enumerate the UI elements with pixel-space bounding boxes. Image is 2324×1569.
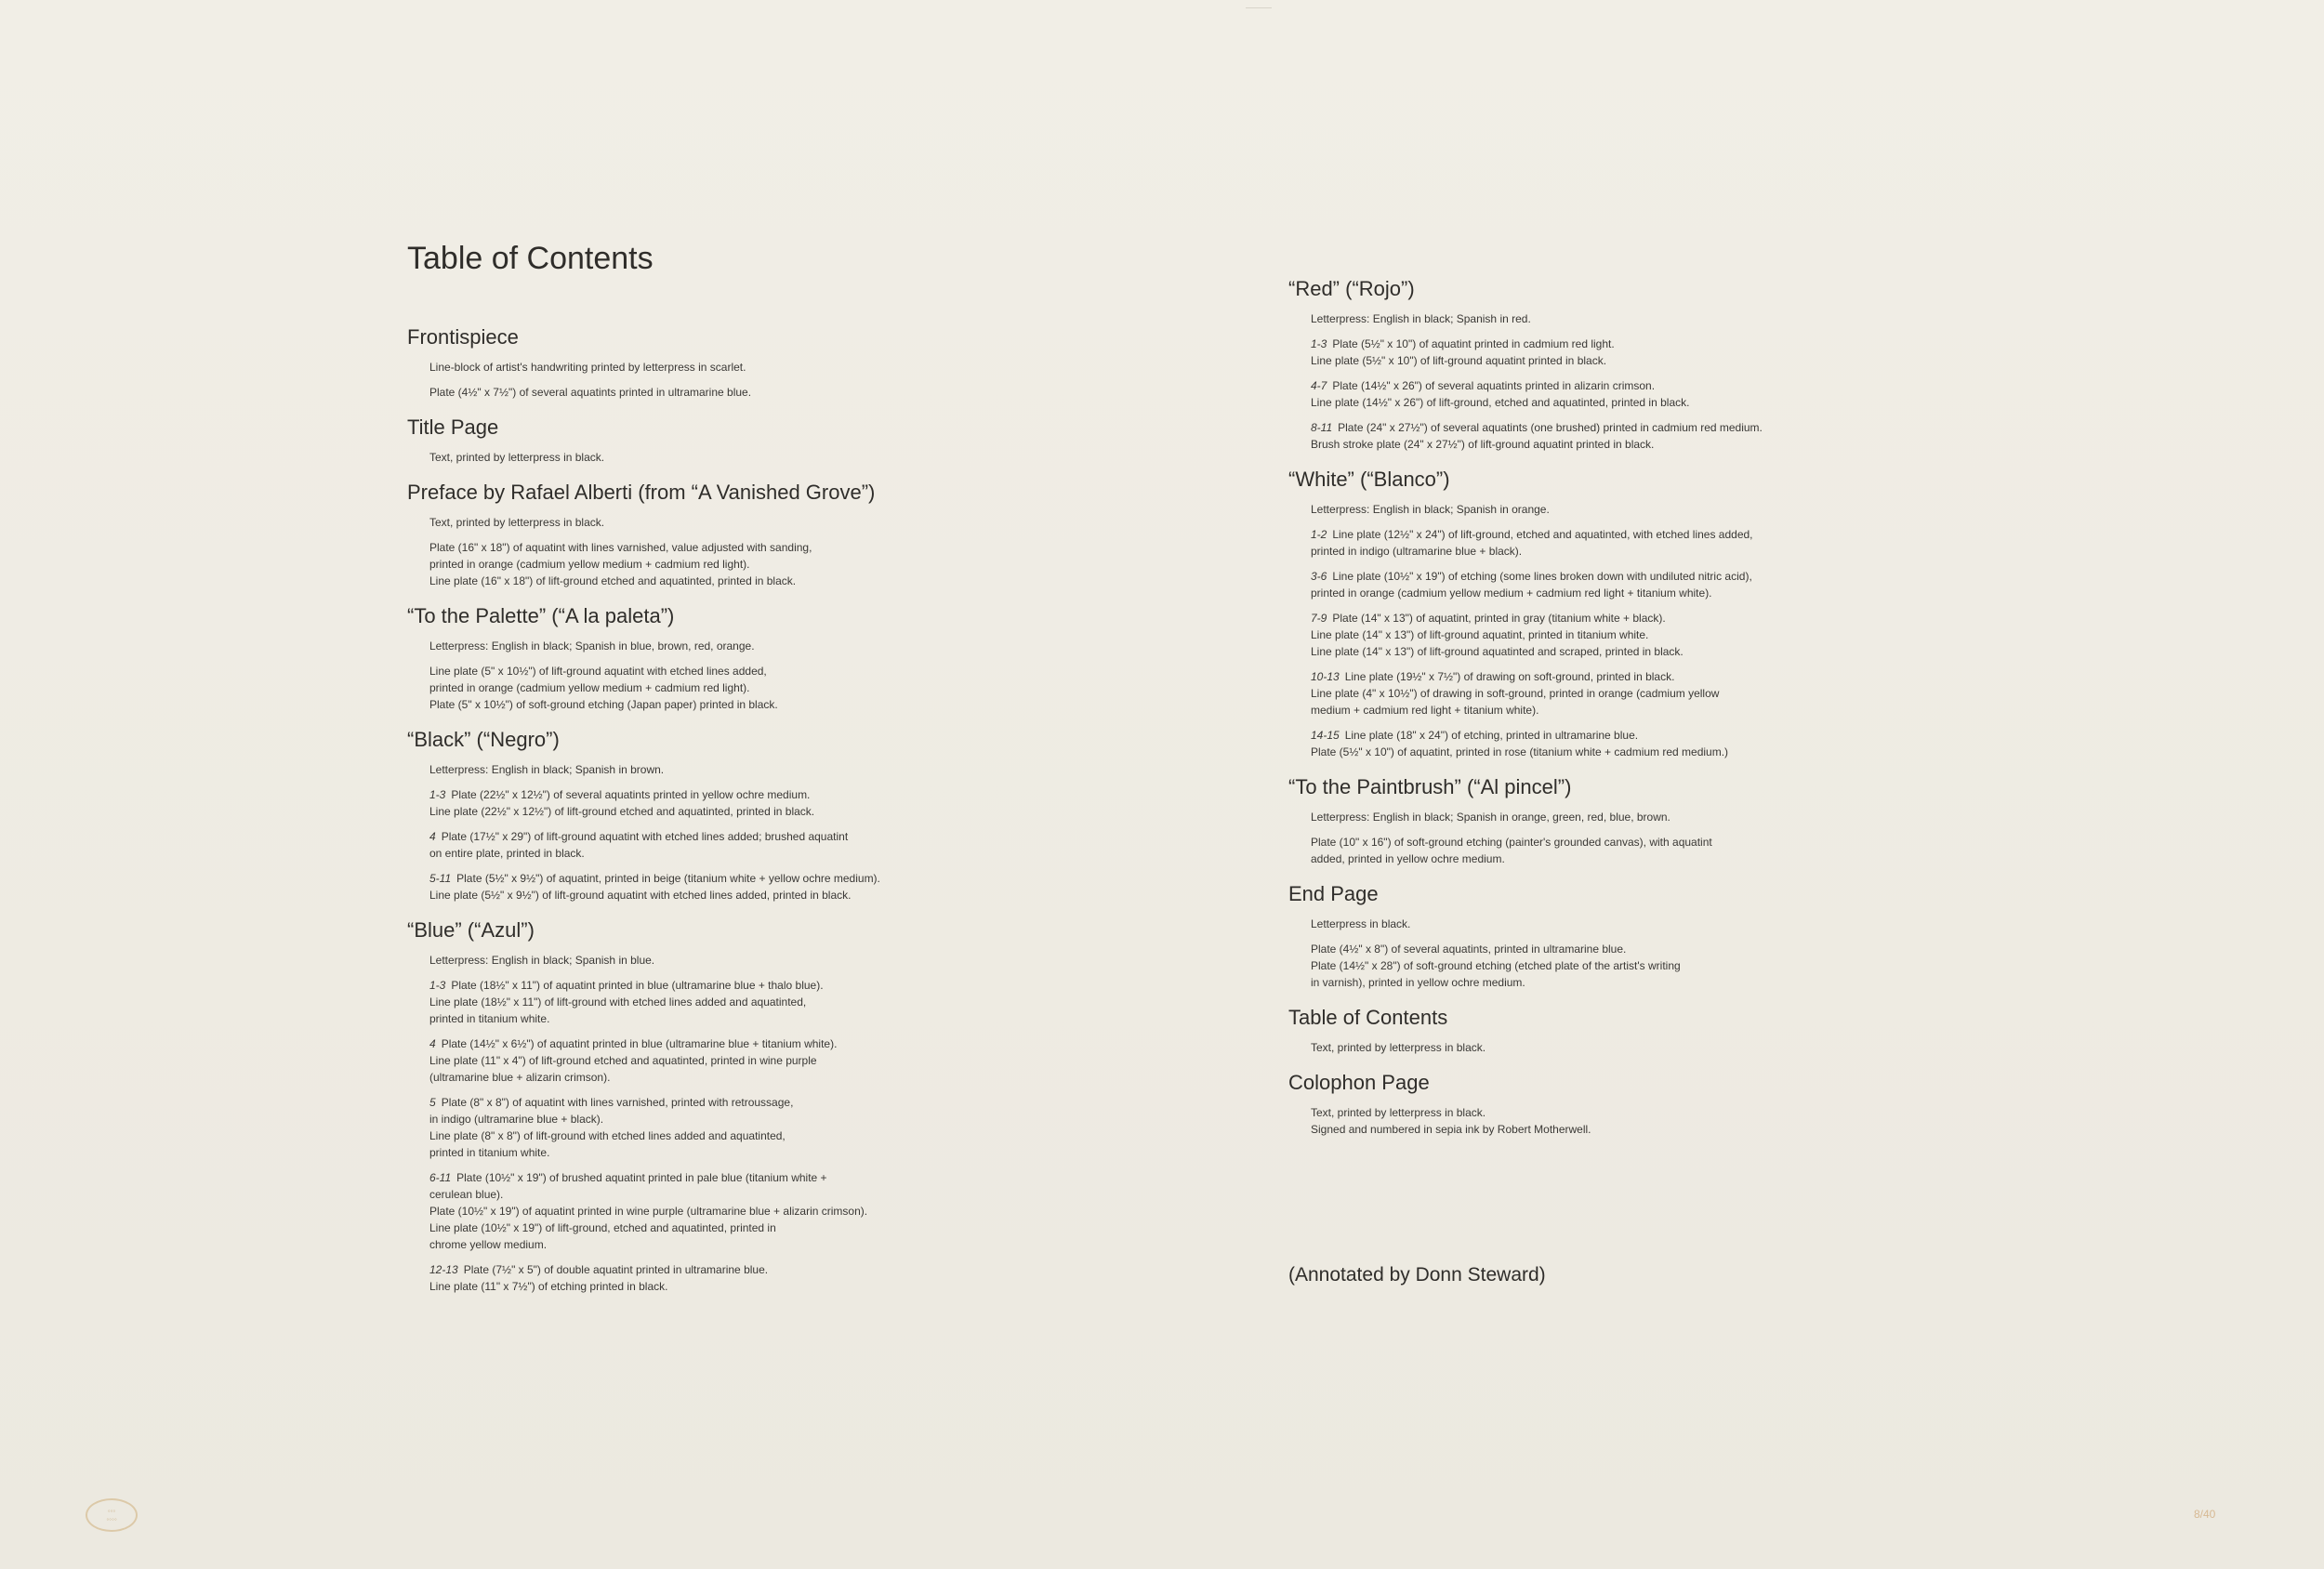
entry-line [429, 1144, 1244, 1161]
plate-number: 1-3 [429, 788, 446, 801]
entry-line [429, 1052, 1244, 1069]
entry-line [429, 1186, 1244, 1203]
section-entry [1311, 526, 2265, 560]
entry-text: printed in orange (cadmium yellow medium + cadmium red light). [429, 681, 750, 694]
entry-line [1311, 610, 2265, 626]
entry-text: chrome yellow medium. [429, 1238, 548, 1251]
entry-line [1311, 310, 2265, 327]
entry-line [429, 845, 1244, 862]
entry-line [1311, 352, 2265, 369]
section-entry [1311, 668, 2265, 719]
entry-text: Plate (8" x 8") of aquatint with lines varnished, printed with retroussage, [441, 1096, 794, 1109]
entry-line [429, 1127, 1244, 1144]
entry-line [429, 573, 1244, 589]
entry-text: Plate (5½" x 10") of aquatint, printed in rose (titanium white + cadmium red medium.) [1311, 745, 1729, 758]
entry-line [1311, 568, 2265, 585]
entry-text: Plate (14" x 13") of aquatint, printed in gray (titanium white + black). [1332, 612, 1666, 625]
entry-text: in varnish), printed in yellow ochre medium. [1311, 976, 1525, 989]
plate-number: 1-3 [1311, 337, 1327, 350]
section-entry [429, 977, 1244, 1027]
plate-number: 12-13 [429, 1263, 458, 1276]
entry-line [429, 696, 1244, 713]
blind-stamp-seal: ◦◦◦ ◦◦◦◦ [86, 1498, 138, 1532]
entry-line [1311, 543, 2265, 560]
entry-line [429, 870, 1244, 887]
entry-line [1311, 1104, 2265, 1121]
entry-text: printed in orange (cadmium yellow medium + cadmium red light + titanium white). [1311, 587, 1712, 600]
right-section-list [1288, 275, 2265, 1138]
entry-text: Plate (10½" x 19") of brushed aquatint printed in pale blue (titanium white + [456, 1171, 827, 1184]
entry-line [1311, 377, 2265, 394]
section-heading: Colophon Page [1288, 1071, 1430, 1094]
plate-number: 5 [429, 1096, 436, 1109]
entry-text: Letterpress in black. [1311, 917, 1411, 930]
entry-text: Line plate (5" x 10½") of lift-ground aquatint with etched lines added, [429, 665, 767, 678]
section-entry [429, 384, 1244, 401]
section-heading: “To the Palette” (“A la paleta”) [407, 604, 675, 627]
section-entry [429, 514, 1244, 531]
entry-line [429, 1069, 1244, 1086]
toc-section [407, 323, 1244, 401]
entry-line [429, 761, 1244, 778]
entry-text: medium + cadmium red light + titanium white). [1311, 704, 1539, 717]
plate-number: 4 [429, 830, 436, 843]
section-heading: Frontispiece [407, 325, 519, 349]
entry-text: printed in orange (cadmium yellow medium + cadmium red light). [429, 558, 750, 571]
entry-text: Plate (10½" x 19") of aquatint printed in wine purple (ultramarine blue + alizarin crimson). [429, 1205, 868, 1218]
entry-text: Plate (5½" x 9½") of aquatint, printed in beige (titanium white + yellow ochre medium). [456, 872, 880, 885]
entry-line [429, 1203, 1244, 1220]
plate-number: 6-11 [429, 1171, 452, 1184]
entry-text: Line plate (10½" x 19") of etching (some lines broken down with undiluted nitric acid), [1332, 570, 1752, 583]
entry-text: Letterpress: English in black; Spanish in blue. [429, 954, 655, 967]
entry-line [429, 887, 1244, 903]
plate-number: 10-13 [1311, 670, 1340, 683]
section-entry [1311, 941, 2265, 991]
section-entry [429, 870, 1244, 903]
toc-section [407, 602, 1244, 713]
section-entry [429, 1261, 1244, 1295]
entry-line [429, 359, 1244, 376]
entry-text: Letterpress: English in black; Spanish in red. [1311, 312, 1531, 325]
entry-line [429, 1169, 1244, 1186]
entry-line [1311, 685, 2265, 702]
entry-line [429, 1278, 1244, 1295]
entry-line [1311, 419, 2265, 436]
entry-line [429, 556, 1244, 573]
entry-line [429, 1261, 1244, 1278]
entry-line [429, 449, 1244, 466]
entry-line [429, 679, 1244, 696]
entry-line [429, 384, 1244, 401]
entry-text: on entire plate, printed in black. [429, 847, 585, 860]
annotation-credit: (Annotated by Donn Steward) [1288, 1264, 1546, 1286]
entry-text: Text, printed by letterpress in black. [1311, 1041, 1486, 1054]
section-heading: Title Page [407, 415, 499, 439]
left-column [407, 238, 1244, 1308]
section-heading: “To the Paintbrush” (“Al pincel”) [1288, 775, 1572, 798]
section-entry [429, 359, 1244, 376]
entry-text: Text, printed by letterpress in black. [429, 516, 605, 529]
entry-line [429, 994, 1244, 1010]
entry-text: Line plate (18½" x 11") of lift-ground with etched lines added and aquatinted, [429, 995, 807, 1009]
entry-text: Line plate (11" x 4") of lift-ground etched and aquatinted, printed in wine purple [429, 1054, 817, 1067]
entry-text: Plate (4½" x 8") of several aquatints, printed in ultramarine blue. [1311, 943, 1627, 956]
entry-text: printed in titanium white. [429, 1012, 550, 1025]
plate-number: 5-11 [429, 872, 452, 885]
toc-section [1288, 1004, 2265, 1056]
section-entry [429, 1035, 1244, 1086]
entry-line [1311, 702, 2265, 719]
entry-text: Plate (18½" x 11") of aquatint printed in blue (ultramarine blue + thalo blue). [451, 979, 824, 992]
toc-section [407, 726, 1244, 903]
entry-text: Plate (14½" x 28") of soft-ground etching (etched plate of the artist's writing [1311, 959, 1681, 972]
entry-line [1311, 526, 2265, 543]
entry-text: Plate (5" x 10½") of soft-ground etching (Japan paper) printed in black. [429, 698, 778, 711]
entry-text: added, printed in yellow ochre medium. [1311, 852, 1505, 865]
entry-line [1311, 727, 2265, 744]
entry-line [429, 1010, 1244, 1027]
section-entry [429, 1094, 1244, 1161]
toc-section [1288, 1069, 2265, 1138]
section-entry [1311, 809, 2265, 825]
entry-line [429, 952, 1244, 969]
entry-line [1311, 1121, 2265, 1138]
section-heading: “Black” (“Negro”) [407, 728, 560, 751]
entry-text: Line plate (5½" x 10") of lift-ground aquatint printed in black. [1311, 354, 1607, 367]
entry-text: Plate (7½" x 5") of double aquatint printed in ultramarine blue. [463, 1263, 769, 1276]
section-heading: “White” (“Blanco”) [1288, 468, 1450, 491]
entry-text: Signed and numbered in sepia ink by Robert Motherwell. [1311, 1123, 1591, 1136]
section-entry [429, 828, 1244, 862]
entry-text: Plate (10" x 16") of soft-ground etching (painter's grounded canvas), with aquatint [1311, 836, 1712, 849]
entry-text: Line plate (11" x 7½") of etching printed in black. [429, 1280, 668, 1293]
entry-text: Plate (4½" x 7½") of several aquatints printed in ultramarine blue. [429, 386, 752, 399]
entry-line [429, 803, 1244, 820]
toc-section [1288, 880, 2265, 991]
entry-line [1311, 394, 2265, 411]
entry-line [1311, 436, 2265, 453]
entry-text: Line plate (10½" x 19") of lift-ground, etched and aquatinted, printed in [429, 1221, 776, 1234]
plate-number: 4 [429, 1037, 436, 1050]
section-entry [429, 1169, 1244, 1253]
section-entry [1311, 610, 2265, 660]
entry-line [429, 828, 1244, 845]
entry-line [429, 514, 1244, 531]
entry-line [1311, 626, 2265, 643]
entry-text: Plate (16" x 18") of aquatint with lines varnished, value adjusted with sanding, [429, 541, 812, 554]
section-entry [429, 539, 1244, 589]
entry-text: Line plate (19½" x 7½") of drawing on soft-ground, printed in black. [1344, 670, 1675, 683]
entry-text: Plate (5½" x 10") of aquatint printed in cadmium red light. [1332, 337, 1615, 350]
entry-text: Line plate (8" x 8") of lift-ground with etched lines added and aquatinted, [429, 1129, 786, 1142]
entry-text: Plate (17½" x 29") of lift-ground aquatint with etched lines added; brushed aquatint [441, 830, 849, 843]
entry-text: Line plate (4" x 10½") of drawing in soft-ground, printed in orange (cadmium yellow [1311, 687, 1720, 700]
entry-text: Text, printed by letterpress in black. [1311, 1106, 1486, 1119]
entry-text: Line plate (12½" x 24") of lift-ground, etched and aquatinted, with etched lines added, [1332, 528, 1753, 541]
section-entry [1311, 336, 2265, 369]
entry-line [429, 1236, 1244, 1253]
section-entry [429, 952, 1244, 969]
entry-line [429, 638, 1244, 654]
section-entry [1311, 834, 2265, 867]
entry-line [1311, 585, 2265, 601]
entry-text: Letterpress: English in black; Spanish in orange, green, red, blue, brown. [1311, 811, 1670, 824]
entry-text: Line plate (16" x 18") of lift-ground etched and aquatinted, printed in black. [429, 574, 797, 587]
section-entry [429, 449, 1244, 466]
section-entry [1311, 310, 2265, 327]
plate-number: 8-11 [1311, 421, 1333, 434]
toc-section [1288, 773, 2265, 867]
toc-section [407, 414, 1244, 466]
entry-text: Text, printed by letterpress in black. [429, 451, 605, 464]
section-heading: Preface by Rafael Alberti (from “A Vanished Grove”) [407, 481, 876, 504]
plate-number: 1-2 [1311, 528, 1327, 541]
section-entry [1311, 1039, 2265, 1056]
entry-line [1311, 643, 2265, 660]
section-heading: “Blue” (“Azul”) [407, 918, 535, 942]
entry-line [1311, 744, 2265, 760]
section-entry [1311, 568, 2265, 601]
entry-text: Line-block of artist's handwriting printed by letterpress in scarlet. [429, 361, 746, 374]
entry-line [429, 1035, 1244, 1052]
entry-text: Plate (22½" x 12½") of several aquatints printed in yellow ochre medium. [451, 788, 811, 801]
entry-line [1311, 668, 2265, 685]
entry-line [429, 1094, 1244, 1111]
edition-number: 8/40 [2194, 1508, 2216, 1521]
entry-text: Brush stroke plate (24" x 27½") of lift-ground aquatint printed in black. [1311, 438, 1655, 451]
entry-text: Line plate (14½" x 26") of lift-ground, etched and aquatinted, printed in black. [1311, 396, 1690, 409]
entry-text: printed in indigo (ultramarine blue + black). [1311, 545, 1523, 558]
entry-line [1311, 916, 2265, 932]
section-heading: End Page [1288, 882, 1379, 905]
section-entry [1311, 419, 2265, 453]
entry-line [1311, 834, 2265, 850]
entry-text: in indigo (ultramarine blue + black). [429, 1113, 604, 1126]
toc-section [1288, 466, 2265, 760]
section-entry [1311, 916, 2265, 932]
entry-text: Letterpress: English in black; Spanish in blue, brown, red, orange. [429, 639, 755, 653]
plate-number: 1-3 [429, 979, 446, 992]
entry-line [1311, 809, 2265, 825]
entry-line [1311, 850, 2265, 867]
entry-text: Line plate (14" x 13") of lift-ground aquatint, printed in titanium white. [1311, 628, 1649, 641]
entry-text: (ultramarine blue + alizarin crimson). [429, 1071, 611, 1084]
entry-line [429, 663, 1244, 679]
entry-text: Plate (14½" x 6½") of aquatint printed in blue (ultramarine blue + titanium white). [441, 1037, 838, 1050]
entry-text: cerulean blue). [429, 1188, 504, 1201]
entry-text: printed in titanium white. [429, 1146, 550, 1159]
plate-number: 3-6 [1311, 570, 1327, 583]
entry-line [429, 1220, 1244, 1236]
entry-text: Line plate (5½" x 9½") of lift-ground aquatint with etched lines added, printed in black. [429, 889, 852, 902]
toc-section [407, 479, 1244, 589]
entry-text: Letterpress: English in black; Spanish in orange. [1311, 503, 1550, 516]
entry-line [429, 786, 1244, 803]
entry-line [1311, 974, 2265, 991]
entry-line [1311, 1039, 2265, 1056]
entry-line [429, 539, 1244, 556]
section-entry [429, 663, 1244, 713]
section-entry [1311, 727, 2265, 760]
entry-text: Plate (24" x 27½") of several aquatints (one brushed) printed in cadmium red medium. [1338, 421, 1763, 434]
section-entry [429, 761, 1244, 778]
plate-number: 4-7 [1311, 379, 1327, 392]
entry-text: Line plate (22½" x 12½") of lift-ground etched and aquatinted, printed in black. [429, 805, 815, 818]
entry-line [1311, 501, 2265, 518]
section-heading: “Red” (“Rojo”) [1288, 277, 1415, 300]
section-entry [1311, 1104, 2265, 1138]
entry-line [1311, 941, 2265, 957]
section-entry [429, 786, 1244, 820]
entry-text: Line plate (18" x 24") of etching, printed in ultramarine blue. [1344, 729, 1639, 742]
entry-line [429, 1111, 1244, 1127]
section-heading: Table of Contents [1288, 1006, 1448, 1029]
plate-number: 7-9 [1311, 612, 1327, 625]
top-edge-mark [1246, 0, 1272, 8]
entry-line [1311, 336, 2265, 352]
entry-line [429, 977, 1244, 994]
left-section-list [407, 323, 1244, 1295]
toc-section [1288, 275, 2265, 453]
section-entry [1311, 377, 2265, 411]
section-entry [1311, 501, 2265, 518]
plate-number: 14-15 [1311, 729, 1340, 742]
right-column [1288, 275, 2265, 1151]
entry-text: Line plate (14" x 13") of lift-ground aquatinted and scraped, printed in black. [1311, 645, 1684, 658]
toc-section [407, 916, 1244, 1295]
section-entry [429, 638, 1244, 654]
entry-text: Letterpress: English in black; Spanish in brown. [429, 763, 665, 776]
entry-text: Plate (14½" x 26") of several aquatints printed in alizarin crimson. [1332, 379, 1656, 392]
entry-line [1311, 957, 2265, 974]
page-title: Table of Contents [407, 241, 654, 276]
